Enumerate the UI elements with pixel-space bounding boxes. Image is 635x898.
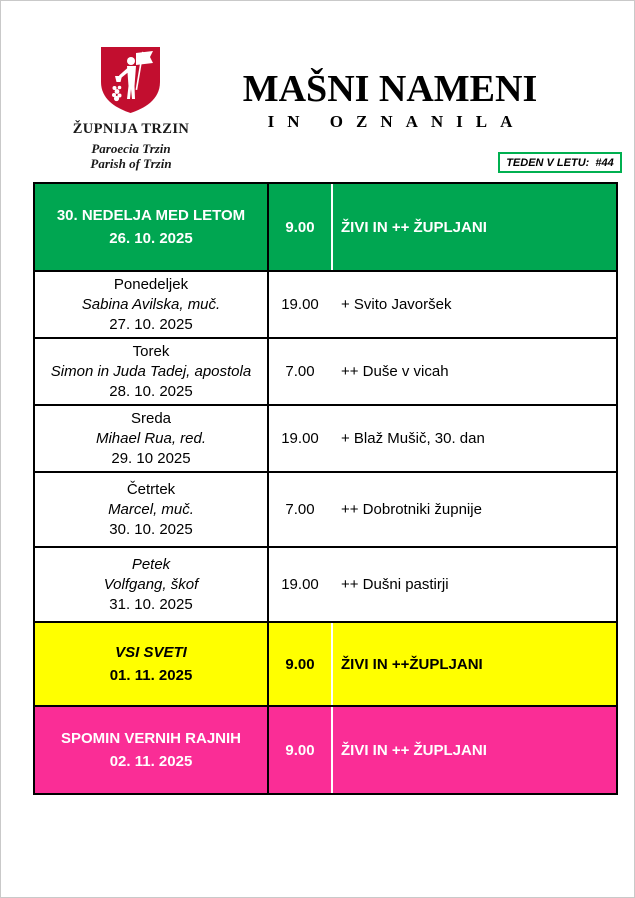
schedule-row <box>35 623 616 707</box>
time-cell: 9.00 <box>269 623 333 705</box>
day-line: 27. 10. 2025 <box>109 315 193 333</box>
intention-cell: ++ Dušni pastirji <box>341 576 449 593</box>
intention-cell: ++ Dobrotniki župnije <box>341 501 482 518</box>
parish-name: ŽUPNIJA TRZIN <box>72 121 190 137</box>
day-line: Simon in Juda Tadej, apostola <box>50 362 252 380</box>
week-of-year-badge: TEDEN V LETU: #44 <box>498 152 622 173</box>
intention-cell: ++ Duše v vicah <box>341 363 449 380</box>
schedule-row <box>35 406 616 473</box>
schedule-row <box>35 473 616 548</box>
day-cell <box>35 272 269 337</box>
page-subtitle: IN OZNANILA <box>267 112 526 131</box>
time-cell: 7.00 <box>269 473 333 546</box>
day-line: VSI SVETI <box>115 644 187 661</box>
day-line: SPOMIN VERNIH RAJNIH <box>60 730 242 747</box>
parish-name-latin: Paroecia Trzin <box>91 141 171 156</box>
schedule-row <box>35 707 616 795</box>
day-cell <box>35 548 269 621</box>
time-cell: 9.00 <box>269 707 333 793</box>
day-line: Torek <box>132 342 170 360</box>
day-line: Ponedeljek <box>113 275 189 293</box>
day-cell <box>35 184 269 270</box>
schedule-row <box>35 184 616 272</box>
day-line: Sreda <box>130 409 172 427</box>
day-line: Petek <box>131 555 171 573</box>
day-line: Sabina Avilska, muč. <box>81 295 221 313</box>
parish-name-english: Parish of Trzin <box>90 156 172 171</box>
schedule-row <box>35 272 616 339</box>
intention-cell: ŽIVI IN ++ ŽUPLJANI <box>341 218 487 236</box>
day-cell <box>35 623 269 705</box>
time-cell: 19.00 <box>269 548 333 621</box>
day-line: Četrtek <box>126 480 176 498</box>
day-line: 28. 10. 2025 <box>109 382 193 400</box>
intention-cell: + Svito Javoršek <box>341 296 452 313</box>
schedule-row <box>35 339 616 406</box>
day-line: 02. 11. 2025 <box>109 753 193 770</box>
day-line: 30. 10. 2025 <box>109 520 193 538</box>
schedule-row <box>35 548 616 623</box>
day-line: Marcel, muč. <box>108 500 194 518</box>
day-cell <box>35 406 269 471</box>
intention-cell: ŽIVI IN ++ŽUPLJANI <box>341 655 483 673</box>
page-title: MAŠNI NAMENI <box>242 68 538 110</box>
day-line: Mihael Rua, red. <box>95 429 207 447</box>
day-line: 01. 11. 2025 <box>109 667 193 684</box>
day-cell <box>35 473 269 546</box>
time-cell: 19.00 <box>269 406 333 471</box>
day-line: 30. NEDELJA MED LETOM <box>56 207 246 224</box>
day-cell <box>35 339 269 404</box>
time-cell: 19.00 <box>269 272 333 337</box>
day-cell <box>35 707 269 793</box>
mass-schedule-table <box>33 182 618 795</box>
day-line: 31. 10. 2025 <box>109 595 193 613</box>
day-line: 29. 10 2025 <box>111 449 191 467</box>
intention-cell: ŽIVI IN ++ ŽUPLJANI <box>341 741 487 759</box>
time-cell: 7.00 <box>269 339 333 404</box>
time-cell: 9.00 <box>269 184 333 270</box>
day-line: Volfgang, škof <box>103 575 199 593</box>
intention-cell: + Blaž Mušič, 30. dan <box>341 430 485 447</box>
day-line: 26. 10. 2025 <box>109 230 193 247</box>
parish-crest-icon <box>100 46 161 114</box>
